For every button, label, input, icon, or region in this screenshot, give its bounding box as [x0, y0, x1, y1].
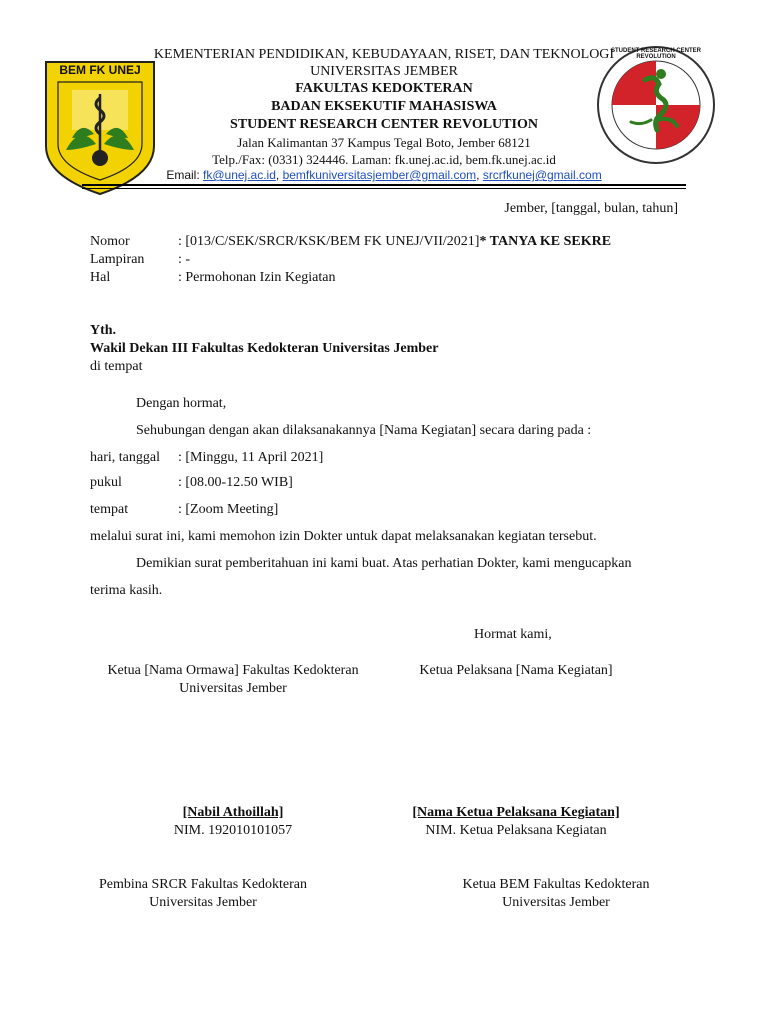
- nomor-number: : [013/C/SEK/SRCR/KSK/BEM FK UNEJ/VII/2021]: [178, 234, 480, 249]
- closing-line-1: Demikian surat pemberitahuan ini kami buat. Atas perhatian Dokter, kami mengucapkan: [136, 556, 632, 571]
- letter-date: Jember, [tanggal, bulan, tahun]: [504, 201, 678, 216]
- request-paragraph: melalui surat ini, kami memohon izin Dokter untuk dapat melaksanakan kegiatan tersebut.: [90, 529, 597, 544]
- header-telp: Telp./Fax: (0331) 324446. Laman: fk.unej.ac.id, bem.fk.unej.ac.id: [212, 152, 556, 167]
- greeting: Dengan hormat,: [136, 396, 227, 411]
- email-separator: ,: [275, 168, 283, 182]
- hari-value: : [Minggu, 11 April 2021]: [178, 450, 324, 465]
- header-divider-thin: [82, 188, 686, 189]
- left-signer-title-1: Ketua [Nama Ormawa] Fakultas Kedokteran: [107, 663, 359, 678]
- header-university: UNIVERSITAS JEMBER: [310, 64, 458, 79]
- right-signer-title: Ketua Pelaksana [Nama Kegiatan]: [419, 663, 613, 678]
- left-logo-title: BEM FK UNEJ: [59, 63, 141, 77]
- header-address: Jalan Kalimantan 37 Kampus Tegal Boto, Jember 68121: [237, 135, 531, 150]
- email-link-srcr[interactable]: srcrfkunej@gmail.com: [482, 168, 602, 182]
- recipient-place: di tempat: [90, 359, 143, 374]
- header-divider: [82, 184, 686, 186]
- email-link-fk[interactable]: fk@unej.ac.id: [203, 168, 276, 182]
- email-link-bem[interactable]: bemfkuniversitasjember@gmail.com: [282, 168, 477, 182]
- nomor-note: * TANYA KE SEKRE: [479, 234, 612, 249]
- closing-line-2: terima kasih.: [90, 583, 163, 598]
- hari-label: hari, tanggal: [90, 450, 160, 465]
- ketua-bem-title-2: Universitas Jember: [502, 895, 610, 910]
- left-signer-title-2: Universitas Jember: [179, 681, 287, 696]
- hal-label: Hal: [90, 270, 111, 285]
- pembina-title-2: Universitas Jember: [149, 895, 257, 910]
- nomor-label: Nomor: [90, 234, 130, 249]
- recipient-name: Wakil Dekan III Fakultas Kedokteran Universitas Jember: [90, 341, 439, 356]
- left-signer-nim: NIM. 192010101057: [173, 823, 293, 838]
- right-signer-nim: NIM. Ketua Pelaksana Kegiatan: [425, 823, 607, 838]
- lampiran-value: : -: [178, 252, 191, 267]
- pukul-label: pukul: [90, 475, 122, 490]
- tempat-value: : [Zoom Meeting]: [178, 502, 279, 517]
- right-signer-name: [Nama Ketua Pelaksana Kegiatan]: [412, 805, 620, 820]
- hal-value: : Permohonan Izin Kegiatan: [178, 270, 336, 285]
- right-logo-ring-text: STUDENT RESEARCH CENTER REVOLUTION: [611, 48, 702, 60]
- email-label: Email:: [166, 168, 203, 182]
- pembina-title-1: Pembina SRCR Fakultas Kedokteran: [98, 877, 308, 892]
- left-signer-name: [Nabil Athoillah]: [182, 805, 284, 820]
- header-email-line: [140, 167, 628, 184]
- hormat-kami: Hormat kami,: [474, 627, 552, 642]
- tempat-label: tempat: [90, 502, 129, 517]
- header-bem: BADAN EKSEKUTIF MAHASISWA: [271, 99, 497, 114]
- ketua-bem-title-1: Ketua BEM Fakultas Kedokteran: [462, 877, 650, 892]
- header-srcr: STUDENT RESEARCH CENTER REVOLUTION: [230, 117, 538, 132]
- pukul-value: : [08.00-12.50 WIB]: [178, 475, 293, 490]
- header-ministry: KEMENTERIAN PENDIDIKAN, KEBUDAYAAN, RISET, DAN TEKNOLOGI: [153, 47, 615, 62]
- lampiran-label: Lampiran: [90, 252, 145, 267]
- intro-paragraph: Sehubungan dengan akan dilaksanakannya [Nama Kegiatan] secara daring pada :: [136, 423, 592, 438]
- header-faculty: FAKULTAS KEDOKTERAN: [295, 81, 473, 96]
- recipient-yth: Yth.: [90, 323, 117, 338]
- email-separator: ,: [476, 168, 483, 182]
- nomor-value: [178, 234, 611, 250]
